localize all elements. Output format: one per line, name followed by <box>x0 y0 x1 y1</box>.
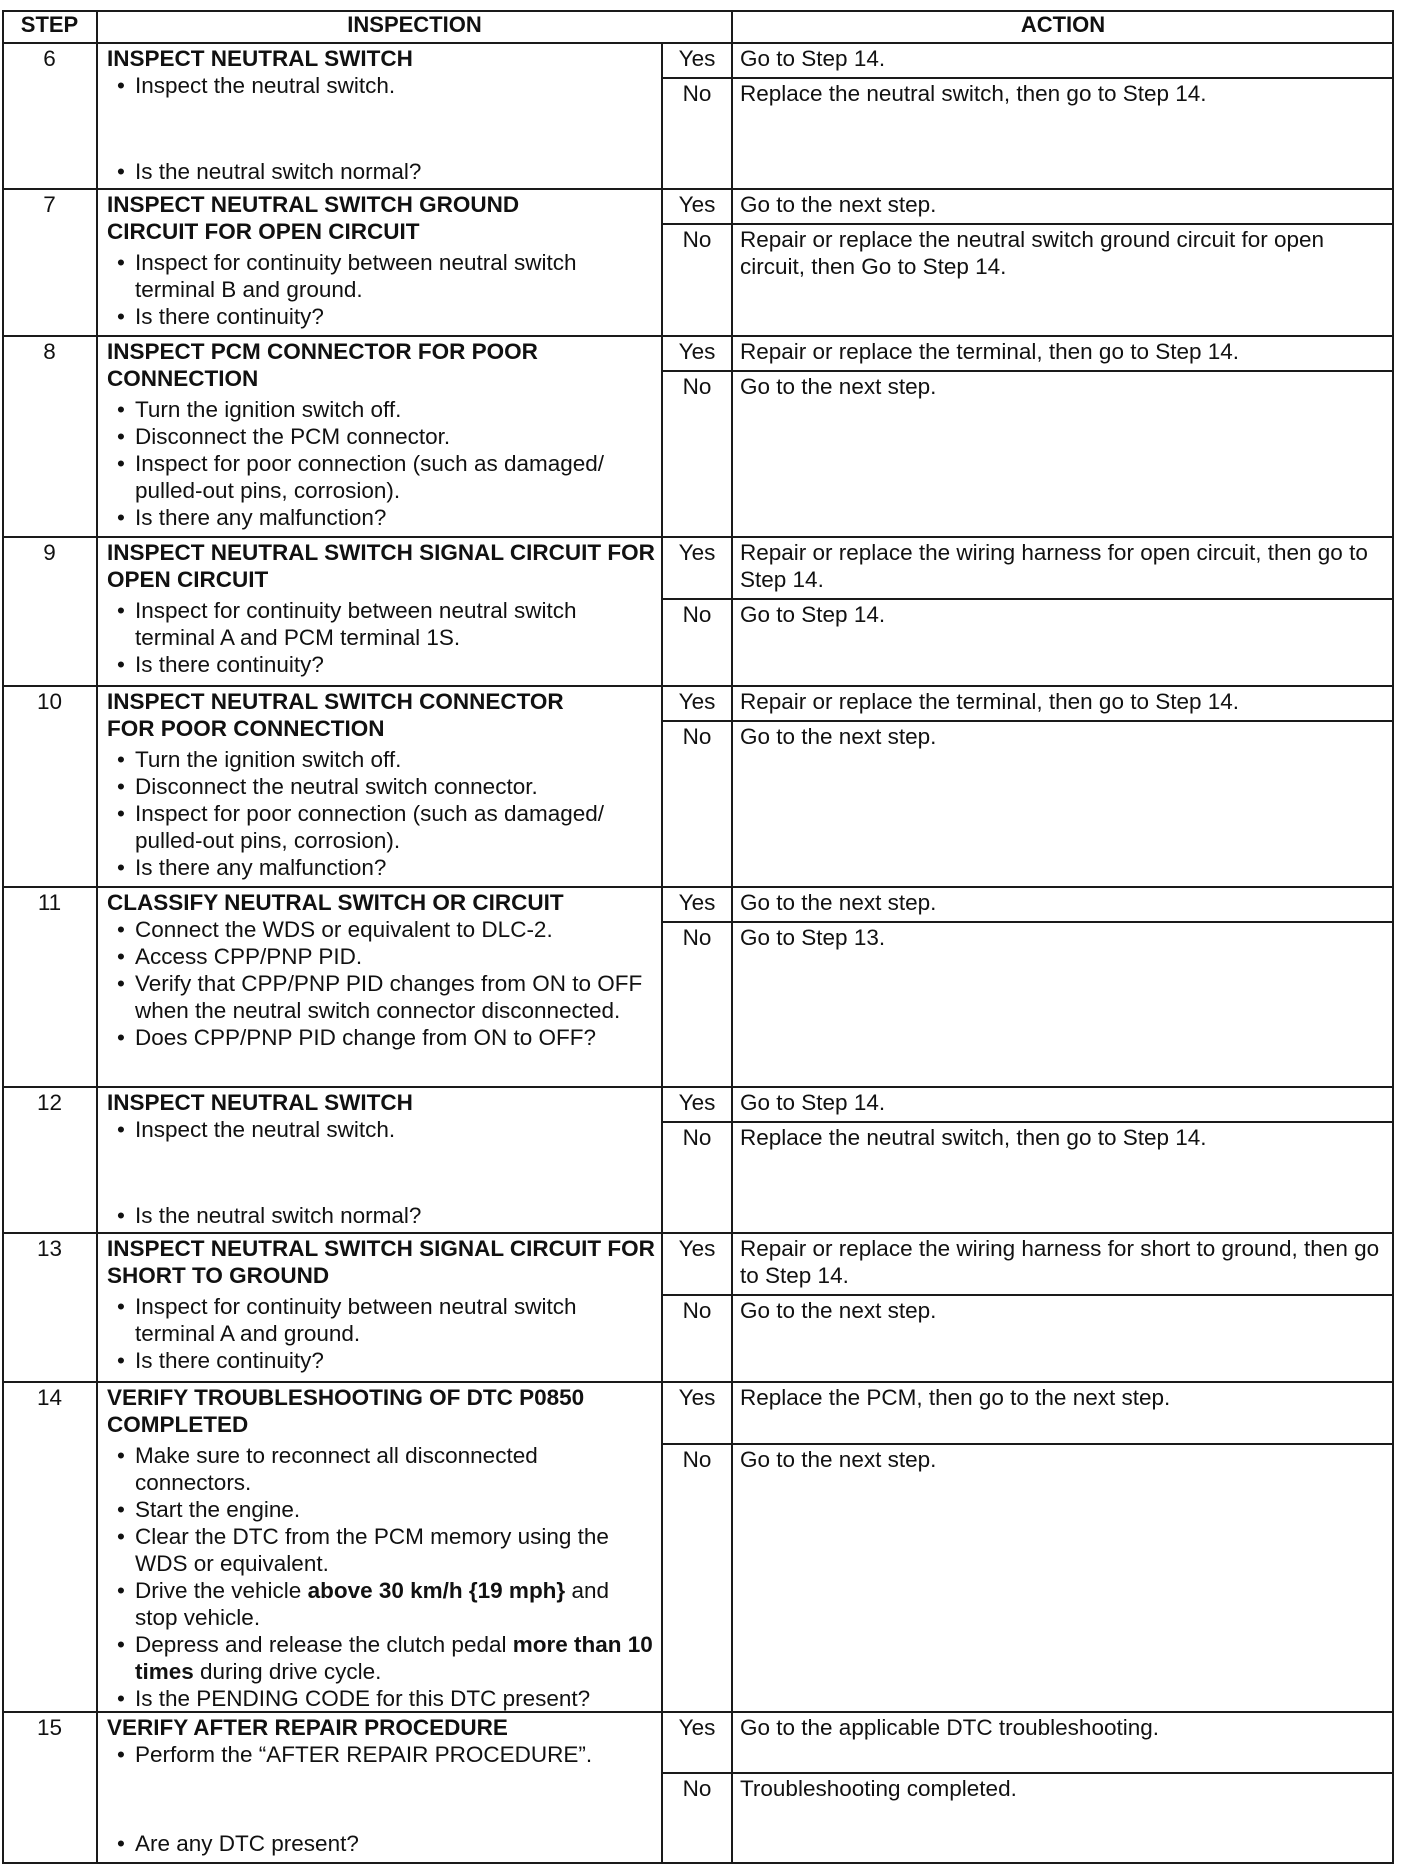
no-label: No <box>682 602 712 627</box>
step-number: 6 <box>43 46 56 71</box>
bullet-item: • Are any DTC present? <box>107 1830 654 1857</box>
no-action: Go to Step 14. <box>740 602 886 627</box>
bullet-item: • Make sure to reconnect all disconnected connectors. <box>107 1442 654 1496</box>
yes-action: Repair or replace the terminal, then go to Step 14. <box>740 339 1240 364</box>
no-label: No <box>682 925 712 950</box>
column-divider <box>731 10 733 1864</box>
step-title: VERIFY AFTER REPAIR PROCEDURE <box>107 1715 508 1740</box>
row-divider <box>2 335 1394 337</box>
bullet-item: • Inspect for continuity between neutral switch terminal A and PCM terminal 1S. <box>107 597 654 651</box>
bullet-item: • Perform the “AFTER REPAIR PROCEDURE”. <box>107 1741 654 1768</box>
step-bullets <box>97 249 662 330</box>
step-bullets <box>97 1293 662 1374</box>
yes-label: Yes <box>678 1090 716 1115</box>
bullet-text: and stop vehicle. <box>135 1578 609 1630</box>
step-number: 13 <box>36 1236 63 1261</box>
bullet-item: • Clear the DTC from the PCM memory using the WDS or equivalent. <box>107 1523 654 1577</box>
step-bullets <box>97 1442 662 1712</box>
yes-no-divider <box>661 720 1394 722</box>
table-border-right <box>1392 10 1394 1864</box>
bullet-item: • Disconnect the PCM connector. <box>107 423 654 450</box>
yes-label: Yes <box>678 339 716 364</box>
step-bullets <box>97 916 662 1051</box>
bullet-item: • Inspect for poor connection (such as damaged/ pulled-out pins, corrosion). <box>107 450 654 504</box>
step-number: 11 <box>37 890 62 915</box>
yes-no-divider <box>661 921 1394 923</box>
no-label: No <box>682 81 712 106</box>
bullet-item <box>107 1631 654 1685</box>
step-bullets <box>97 158 662 185</box>
step-bullets <box>97 597 662 678</box>
step-bullets <box>97 1202 662 1229</box>
yes-action: Replace the PCM, then go to the next step. <box>740 1385 1171 1410</box>
step-title: INSPECT NEUTRAL SWITCH SIGNAL CIRCUIT FOR OPEN CIRCUIT <box>107 540 655 592</box>
step-title: INSPECT NEUTRAL SWITCH GROUND CIRCUIT FOR OPEN CIRCUIT <box>107 192 520 244</box>
yes-action: Go to Step 14. <box>740 46 886 71</box>
yes-no-divider <box>661 370 1394 372</box>
row-divider <box>2 188 1394 190</box>
bullet-item: • Is there any malfunction? <box>107 504 654 531</box>
bullet-item: • Is there continuity? <box>107 303 654 330</box>
step-number: 10 <box>36 689 63 714</box>
no-action: Repair or replace the neutral switch ground circuit for open circuit, then Go to Step 14. <box>740 227 1325 279</box>
bullet-item: • Start the engine. <box>107 1496 654 1523</box>
bullet-item: • Is the neutral switch normal? <box>107 1202 654 1229</box>
no-action: Replace the neutral switch, then go to Step 14. <box>740 81 1207 106</box>
header-inspection: INSPECTION <box>347 12 482 37</box>
yes-action: Go to the applicable DTC troubleshooting. <box>740 1715 1159 1740</box>
bullet-item: • Inspect the neutral switch. <box>107 1116 654 1143</box>
yes-no-divider <box>661 598 1394 600</box>
yes-action: Repair or replace the terminal, then go to Step 14. <box>740 689 1240 714</box>
yes-no-divider <box>661 77 1394 79</box>
step-bullets <box>97 746 662 881</box>
step-number: 7 <box>43 192 56 217</box>
step-number: 9 <box>43 540 56 565</box>
table-border-top <box>2 10 1394 12</box>
column-divider <box>96 10 98 1864</box>
yes-no-divider <box>661 1121 1394 1123</box>
yes-action: Go to the next step. <box>740 192 937 217</box>
bullet-item: • Is there continuity? <box>107 1347 654 1374</box>
yes-label: Yes <box>678 689 716 714</box>
bullet-item: • Is there continuity? <box>107 651 654 678</box>
yes-no-divider <box>661 1443 1394 1445</box>
step-number: 8 <box>43 339 56 364</box>
no-action: Troubleshooting completed. <box>740 1776 1017 1801</box>
bullet-emphasis: more than 10 times <box>135 1632 653 1684</box>
row-divider <box>2 685 1394 687</box>
no-label: No <box>682 1447 712 1472</box>
bullet-item: • Turn the ignition switch off. <box>107 396 654 423</box>
yes-no-divider <box>661 1294 1394 1296</box>
bullet-item: • Inspect for continuity between neutral switch terminal B and ground. <box>107 249 654 303</box>
yes-label: Yes <box>678 890 716 915</box>
yes-action: Repair or replace the wiring harness for open circuit, then go to Step 14. <box>740 540 1368 592</box>
bullet-item: • Access CPP/PNP PID. <box>107 943 654 970</box>
row-divider <box>2 1086 1394 1088</box>
header-step: STEP <box>20 12 79 37</box>
step-number: 12 <box>36 1090 63 1115</box>
step-title: INSPECT NEUTRAL SWITCH <box>107 1090 413 1115</box>
yes-no-divider <box>661 1772 1394 1774</box>
no-label: No <box>682 1125 712 1150</box>
no-action: Go to the next step. <box>740 724 937 749</box>
bullet-text: Depress and release the clutch pedal <box>135 1632 513 1657</box>
bullet-item: • Is the PENDING CODE for this DTC present? <box>107 1685 654 1712</box>
no-label: No <box>682 1776 712 1801</box>
yes-label: Yes <box>678 540 716 565</box>
troubleshooting-table <box>2 10 1394 1864</box>
step-bullets <box>97 396 662 531</box>
row-divider <box>2 1232 1394 1234</box>
bullet-item: • Inspect the neutral switch. <box>107 72 654 99</box>
bullet-item: • Is the neutral switch normal? <box>107 158 654 185</box>
column-divider <box>661 43 663 1864</box>
header-action: ACTION <box>1020 12 1106 37</box>
bullet-emphasis: above 30 km/h {19 mph} <box>307 1578 566 1603</box>
step-number: 14 <box>36 1385 63 1410</box>
yes-action: Go to the next step. <box>740 890 937 915</box>
yes-label: Yes <box>678 1385 716 1410</box>
row-divider <box>2 42 1394 44</box>
yes-label: Yes <box>678 1236 716 1261</box>
bullet-text: during drive cycle. <box>193 1659 382 1684</box>
bullet-text: Drive the vehicle <box>135 1578 308 1603</box>
yes-action: Repair or replace the wiring harness for short to ground, then go to Step 14. <box>740 1236 1380 1288</box>
step-bullets <box>97 1830 662 1857</box>
no-action: Go to the next step. <box>740 374 937 399</box>
row-divider <box>2 536 1394 538</box>
step-title: CLASSIFY NEUTRAL SWITCH OR CIRCUIT <box>107 890 564 915</box>
step-bullets <box>97 72 662 99</box>
bullet-item <box>107 1577 654 1631</box>
no-action: Go to the next step. <box>740 1447 937 1472</box>
yes-action: Go to Step 14. <box>740 1090 886 1115</box>
no-label: No <box>682 374 712 399</box>
table-border-left <box>2 10 4 1864</box>
row-divider <box>2 886 1394 888</box>
no-label: No <box>682 724 712 749</box>
bullet-item: • Does CPP/PNP PID change from ON to OFF? <box>107 1024 654 1051</box>
yes-label: Yes <box>678 1715 716 1740</box>
step-title: INSPECT PCM CONNECTOR FOR POOR CONNECTION <box>107 339 538 391</box>
bullet-item: • Connect the WDS or equivalent to DLC-2. <box>107 916 654 943</box>
no-action: Go to the next step. <box>740 1298 937 1323</box>
step-number: 15 <box>36 1715 63 1740</box>
step-bullets <box>97 1741 662 1768</box>
step-title: VERIFY TROUBLESHOOTING OF DTC P0850 COMPLETED <box>107 1385 585 1437</box>
step-title: INSPECT NEUTRAL SWITCH <box>107 46 413 71</box>
table-border-bottom <box>2 1862 1394 1864</box>
step-title: INSPECT NEUTRAL SWITCH CONNECTOR FOR POOR CONNECTION <box>107 689 564 741</box>
bullet-item: • Verify that CPP/PNP PID changes from ON to OFF when the neutral switch connector disconnected. <box>107 970 654 1024</box>
yes-no-divider <box>661 223 1394 225</box>
bullet-item: • Is there any malfunction? <box>107 854 654 881</box>
yes-label: Yes <box>678 192 716 217</box>
no-label: No <box>682 1298 712 1323</box>
bullet-item: • Disconnect the neutral switch connector. <box>107 773 654 800</box>
step-title: INSPECT NEUTRAL SWITCH SIGNAL CIRCUIT FOR SHORT TO GROUND <box>107 1236 655 1288</box>
no-action: Go to Step 13. <box>740 925 886 950</box>
row-divider <box>2 1711 1394 1713</box>
no-action: Replace the neutral switch, then go to Step 14. <box>740 1125 1207 1150</box>
no-label: No <box>682 227 712 252</box>
step-bullets <box>97 1116 662 1143</box>
bullet-item: • Turn the ignition switch off. <box>107 746 654 773</box>
bullet-item: • Inspect for poor connection (such as damaged/ pulled-out pins, corrosion). <box>107 800 654 854</box>
bullet-item: • Inspect for continuity between neutral switch terminal A and ground. <box>107 1293 654 1347</box>
yes-label: Yes <box>678 46 716 71</box>
row-divider <box>2 1381 1394 1383</box>
